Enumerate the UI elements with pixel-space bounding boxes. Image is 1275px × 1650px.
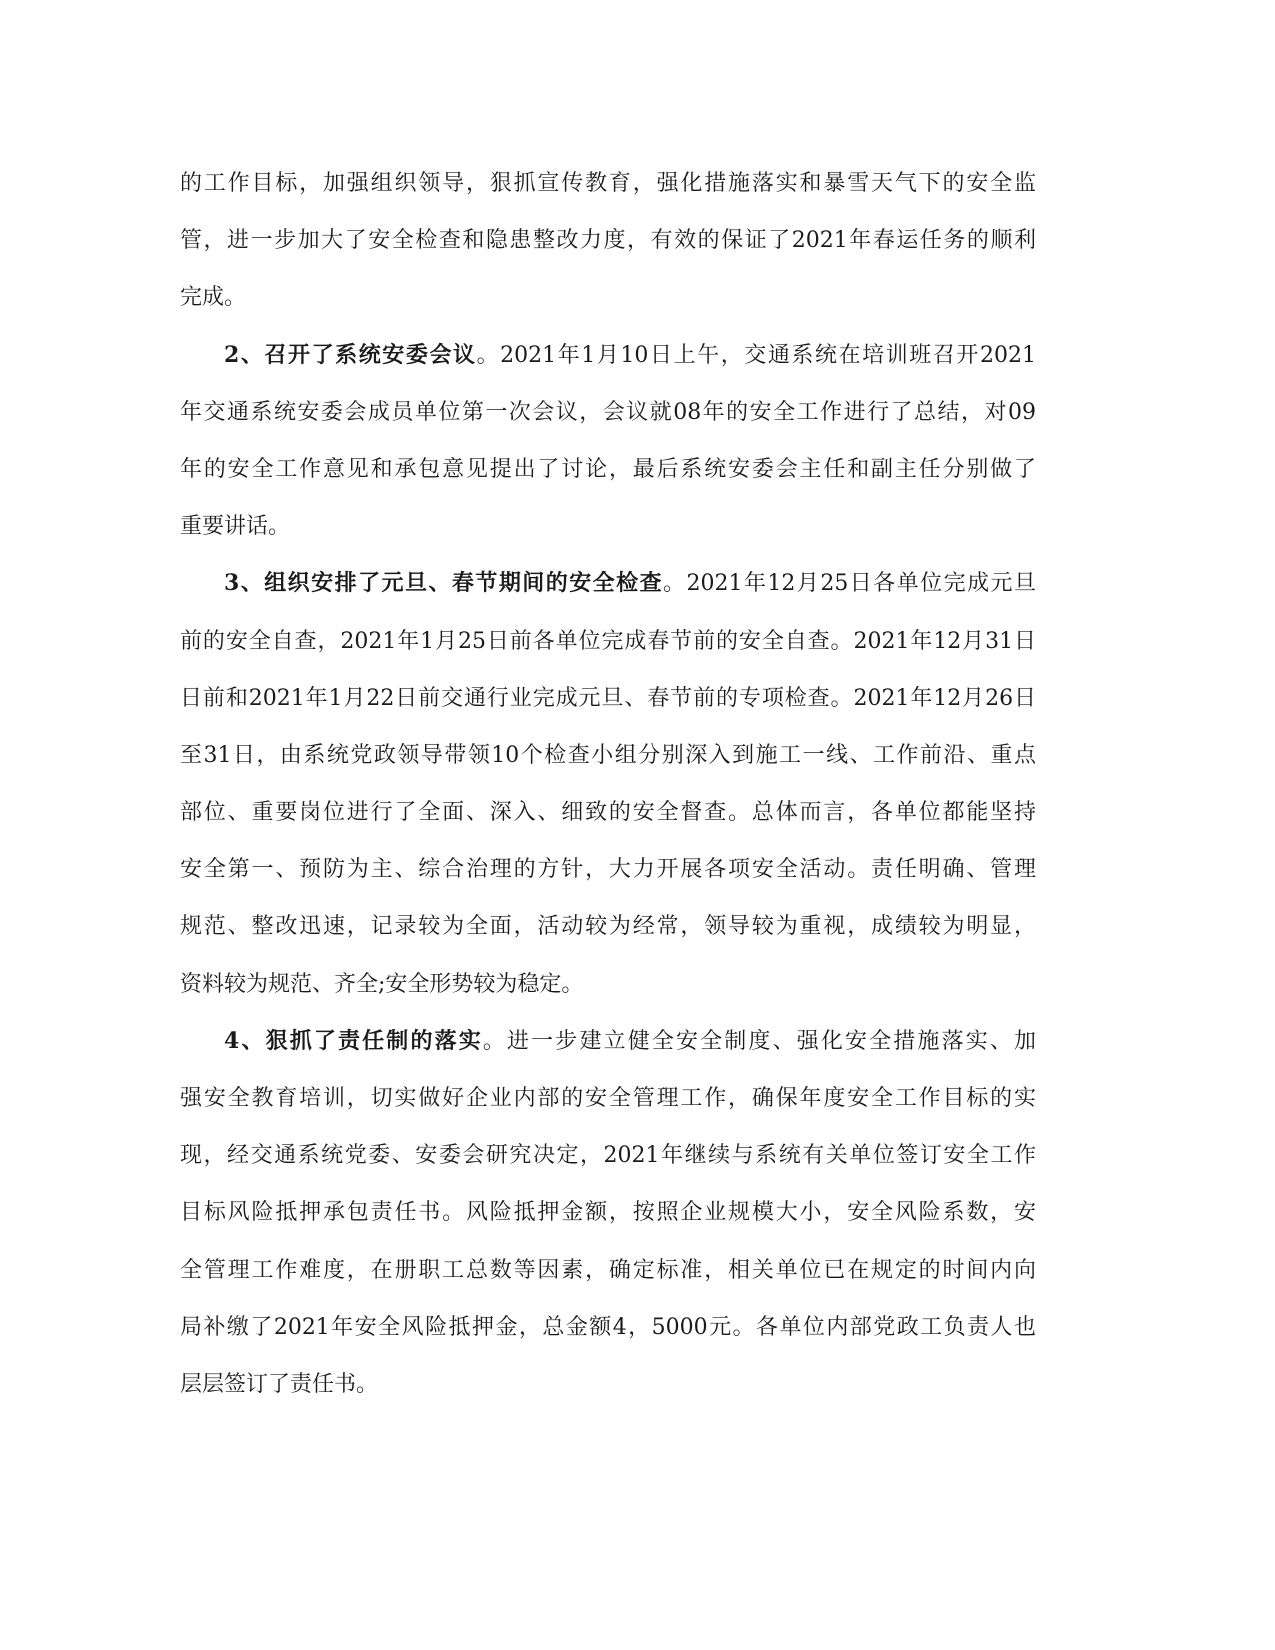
text-line: 目标风险抵押承包责任书。风险抵押金额，按照企业规模大小，安全风险系数，安 <box>180 1200 1036 1226</box>
document-page <box>180 155 1036 1413</box>
text-line: 前的安全自查，2021年1月25日前各单位完成春节前的安全自查。2021年12月31日 <box>180 628 1036 654</box>
text-span: 。2021年12月25日各单位完成元旦 <box>663 571 1036 597</box>
text-span: 。进一步建立健全安全制度、强化安全措施落实、加 <box>482 1028 1036 1054</box>
text-line: 强安全教育培训，切实做好企业内部的安全管理工作，确保年度安全工作目标的实 <box>180 1086 1036 1111</box>
text-line: 完成。 <box>180 285 247 311</box>
text-line <box>180 555 1036 612</box>
paragraph-4 <box>180 1013 1036 1413</box>
text-line: 资料较为规范、齐全;安全形势较为稳定。 <box>180 971 584 997</box>
paragraph-2 <box>180 327 1036 556</box>
paragraph-3 <box>180 555 1036 1013</box>
text-line: 管，进一步加大了安全检查和隐患整改力度，有效的保证了2021年春运任务的顺利 <box>180 228 1036 254</box>
text-line: 现，经交通系统党委、安委会研究决定，2021年继续与系统有关单位签订安全工作 <box>180 1143 1036 1169</box>
text-line: 的工作目标，加强组织领导，狠抓宣传教育，强化措施落实和暴雪天气下的安全监 <box>180 171 1036 196</box>
text-line <box>180 1013 1036 1070</box>
text-line: 日前和2021年1月22日前交通行业完成元旦、春节前的专项检查。2021年12月26日 <box>180 685 1036 711</box>
text-line: 安全第一、预防为主、综合治理的方针，大力开展各项安全活动。责任明确、管理 <box>180 857 1036 883</box>
text-line: 部位、重要岗位进行了全面、深入、细致的安全督查。总体而言，各单位都能坚持 <box>180 800 1036 826</box>
text-line: 规范、整改迅速，记录较为全面，活动较为经常，领导较为重视，成绩较为明显， <box>180 914 1036 940</box>
text-line: 层层签订了责任书。 <box>180 1371 379 1397</box>
text-line: 全管理工作难度，在册职工总数等因素，确定标准，相关单位已在规定的时间内向 <box>180 1257 1036 1283</box>
text-line: 年交通系统安委会成员单位第一次会议，会议就08年的安全工作进行了总结，对09 <box>180 399 1036 425</box>
text-line: 重要讲话。 <box>180 514 291 540</box>
paragraph-heading: 4、狠抓了责任制的落实 <box>224 1027 483 1054</box>
text-line: 至31日，由系统党政领导带领10个检查小组分别深入到施工一线、工作前沿、重点 <box>180 742 1036 768</box>
paragraph-1 <box>180 155 1036 327</box>
text-line <box>180 327 1036 384</box>
text-line: 局补缴了2021年安全风险抵押金，总金额4，5000元。各单位内部党政工负责人也 <box>180 1314 1036 1340</box>
paragraph-heading: 2、召开了系统安委会议 <box>224 341 477 368</box>
paragraph-heading: 3、组织安排了元旦、春节期间的安全检查 <box>224 570 664 597</box>
text-span: 。2021年1月10日上午，交通系统在培训班召开2021 <box>476 342 1036 368</box>
text-line: 年的安全工作意见和承包意见提出了讨论，最后系统安委会主任和副主任分别做了 <box>180 456 1036 482</box>
